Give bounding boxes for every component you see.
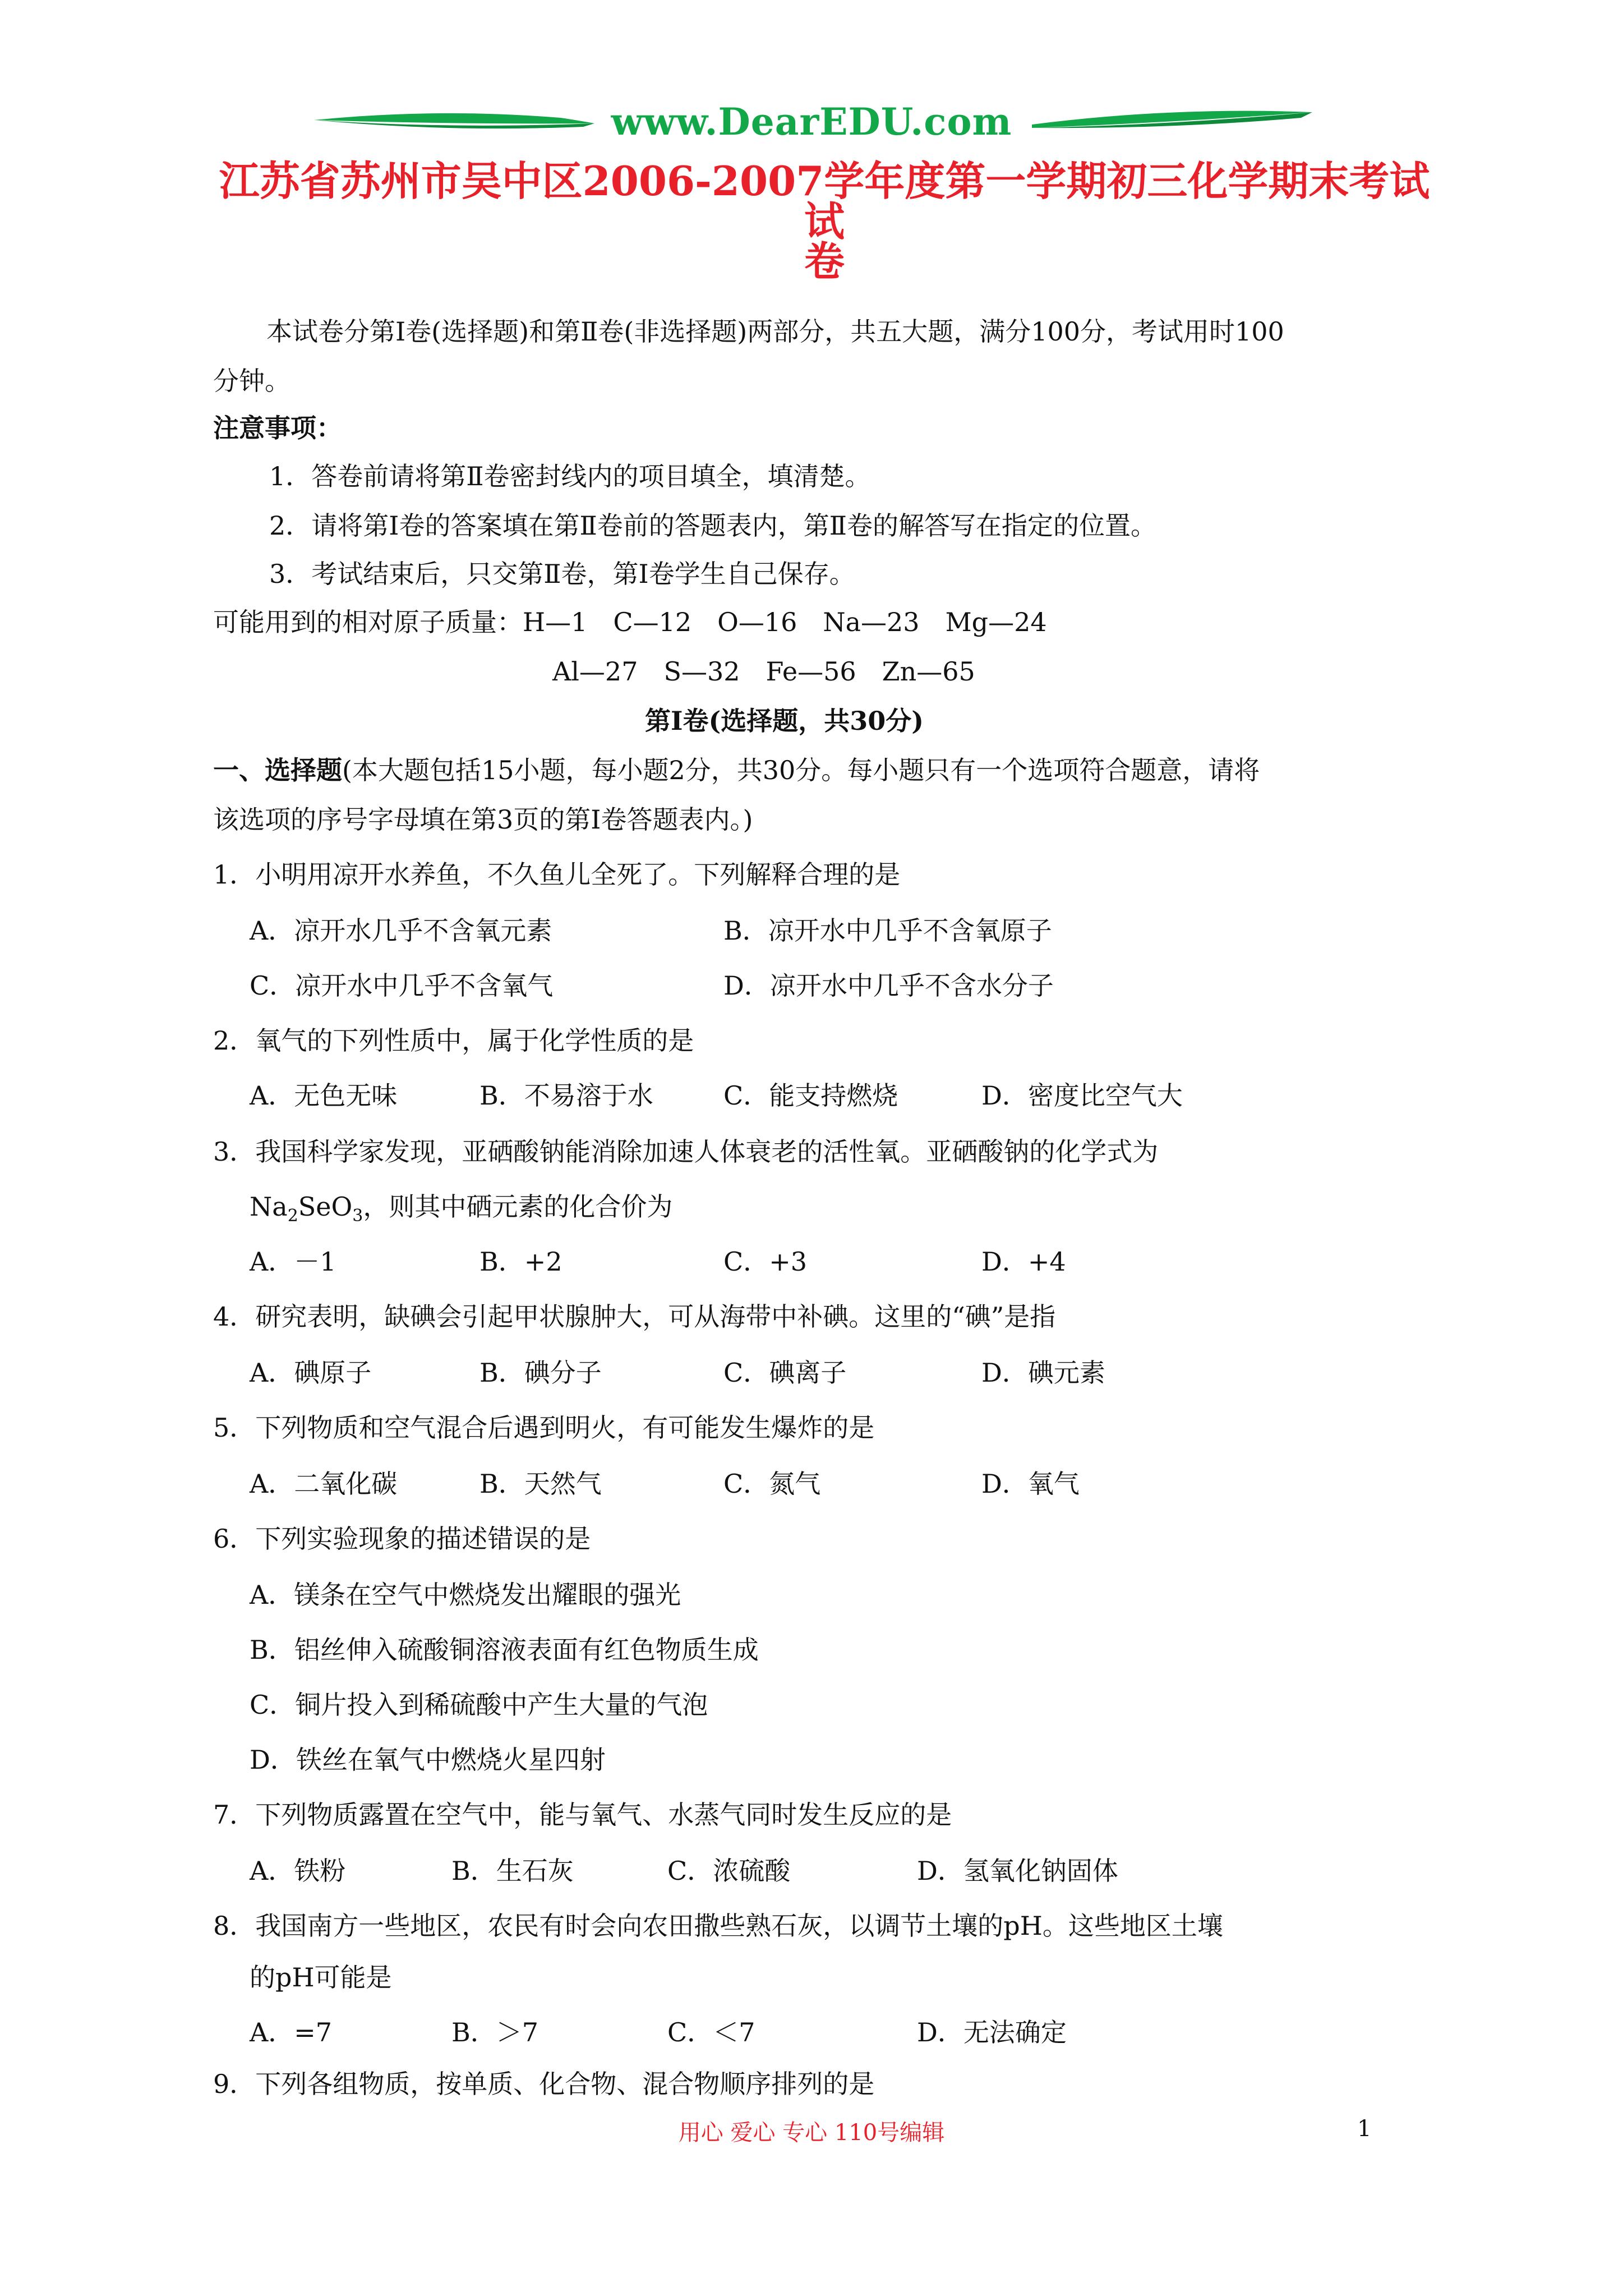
question-stem: 9．下列各组物质，按单质、化合物、混合物顺序排列的是 [213, 2069, 875, 2099]
option-c: C．氮气 [723, 1469, 821, 1499]
option-b: B．+2 [479, 1246, 562, 1277]
option-d: D．铁丝在氧气中燃烧火星四射 [250, 1745, 606, 1775]
option-d: D．无法确定 [917, 2017, 1067, 2047]
option-b: B．天然气 [479, 1469, 602, 1499]
option-d: D．氢氧化钠固体 [917, 1856, 1118, 1886]
option-a: A．凉开水几乎不含氧元素 [250, 915, 552, 946]
section-desc: (本大题包括15小题，每小题2分，共30分。每小题只有一个选项符合题意，请将 [342, 755, 1260, 785]
option-d: D．碘元素 [981, 1358, 1105, 1388]
document-title-line1: 江苏省苏州市吴中区2006-2007学年度第一学期初三化学期末考试试 [219, 157, 1430, 245]
question-stem-continued: $Na_2SeO_3$，则其中硒元素的化合价为 [250, 1191, 673, 1226]
question-stem: 6．下列实验现象的描述错误的是 [213, 1524, 591, 1554]
option-d: D．氧气 [981, 1469, 1080, 1499]
option-a: A．二氧化碳 [250, 1469, 398, 1499]
option-b: B．铝丝伸入硫酸铜溶液表面有红色物质生成 [250, 1635, 759, 1665]
question-stem: 8．我国南方一些地区，农民有时会向农田撒些熟石灰，以调节土壤的pH。这些地区土壤 [213, 1911, 1223, 1941]
note-item: 1．答卷前请将第Ⅱ卷密封线内的项目填全，填清楚。 [269, 461, 871, 491]
chemical-formula: $Na_2SeO_3$ [250, 1191, 363, 1226]
intro-line1: 本试卷分第Ⅰ卷(选择题)和第Ⅱ卷(非选择题)两部分，共五大题，满分100分，考试用时100 [266, 316, 1284, 347]
section-instructions-line1 [213, 757, 1260, 783]
option-b: B．凉开水中几乎不含氧原子 [723, 915, 1052, 946]
option-c: C．浓硫酸 [667, 1856, 791, 1886]
document-title-line2: 卷 [804, 237, 845, 285]
footer-text: 用心 爱心 专心 110号编辑 [678, 2120, 945, 2146]
option-d: D．密度比空气大 [981, 1080, 1183, 1111]
note-item: 3．考试结束后，只交第Ⅱ卷，第Ⅰ卷学生自己保存。 [269, 559, 855, 589]
option-d: D．凉开水中几乎不含水分子 [723, 970, 1054, 1001]
option-c: C．铜片投入到稀硫酸中产生大量的气泡 [250, 1690, 708, 1720]
notes-heading: 注意事项： [213, 413, 342, 443]
option-c: C．+3 [723, 1246, 808, 1277]
question-stem: 2．氧气的下列性质中，属于化学性质的是 [213, 1025, 694, 1056]
question-stem: 1．小明用凉开水养鱼，不久鱼儿全死了。下列解释合理的是 [213, 859, 901, 890]
note-item: 2．请将第Ⅰ卷的答案填在第Ⅱ卷前的答题表内，第Ⅱ卷的解答写在指定的位置。 [269, 510, 1156, 541]
option-a: A．－1 [250, 1246, 336, 1277]
option-d: D．+4 [981, 1246, 1066, 1277]
option-b: B．不易溶于水 [479, 1080, 653, 1111]
site-url: www.DearEDU.com [611, 100, 1012, 144]
question-stem: 5．下列物质和空气混合后遇到明火，有可能发生爆炸的是 [213, 1412, 875, 1443]
option-b: B．碘分子 [479, 1358, 602, 1388]
atomic-masses-line2: Al—27 S—32 Fe—56 Zn—65 [552, 656, 975, 687]
page-number: 1 [1357, 2116, 1372, 2142]
section-label: 一、选择题 [213, 755, 342, 785]
option-a: A．无色无味 [250, 1080, 398, 1111]
option-a: A．镁条在空气中燃烧发出耀眼的强光 [250, 1580, 681, 1610]
option-c: C．能支持燃烧 [723, 1080, 898, 1111]
option-b: B．＞7 [451, 2017, 539, 2047]
atomic-masses-line1: 可能用到的相对原子质量：H—1 C—12 O—16 Na—23 Mg—24 [213, 607, 1047, 637]
option-c: C．凉开水中几乎不含氧气 [250, 970, 554, 1001]
option-a: A．碘原子 [250, 1358, 372, 1388]
option-a: A．=7 [250, 2017, 333, 2047]
option-c: C．碘离子 [723, 1358, 847, 1388]
part1-heading: 第Ⅰ卷(选择题，共30分) [645, 706, 924, 736]
section-instructions-line2: 该选项的序号字母填在第3页的第Ⅰ卷答题表内。) [213, 804, 753, 835]
question-stem: 4．研究表明，缺碘会引起甲状腺肿大，可从海带中补碘。这里的“碘”是指 [213, 1301, 1056, 1332]
question-stem: 3．我国科学家发现，亚硒酸钠能消除加速人体衰老的活性氧。亚硒酸钠的化学式为 [213, 1137, 1159, 1167]
intro-line2: 分钟。 [213, 366, 291, 396]
option-a: A．铁粉 [250, 1856, 346, 1886]
option-b: B．生石灰 [451, 1856, 574, 1886]
question-stem: 7．下列物质露置在空气中，能与氧气、水蒸气同时发生反应的是 [213, 1800, 952, 1830]
question-stem-continued: 的pH可能是 [250, 1962, 392, 1993]
option-c: C．＜7 [667, 2017, 755, 2047]
